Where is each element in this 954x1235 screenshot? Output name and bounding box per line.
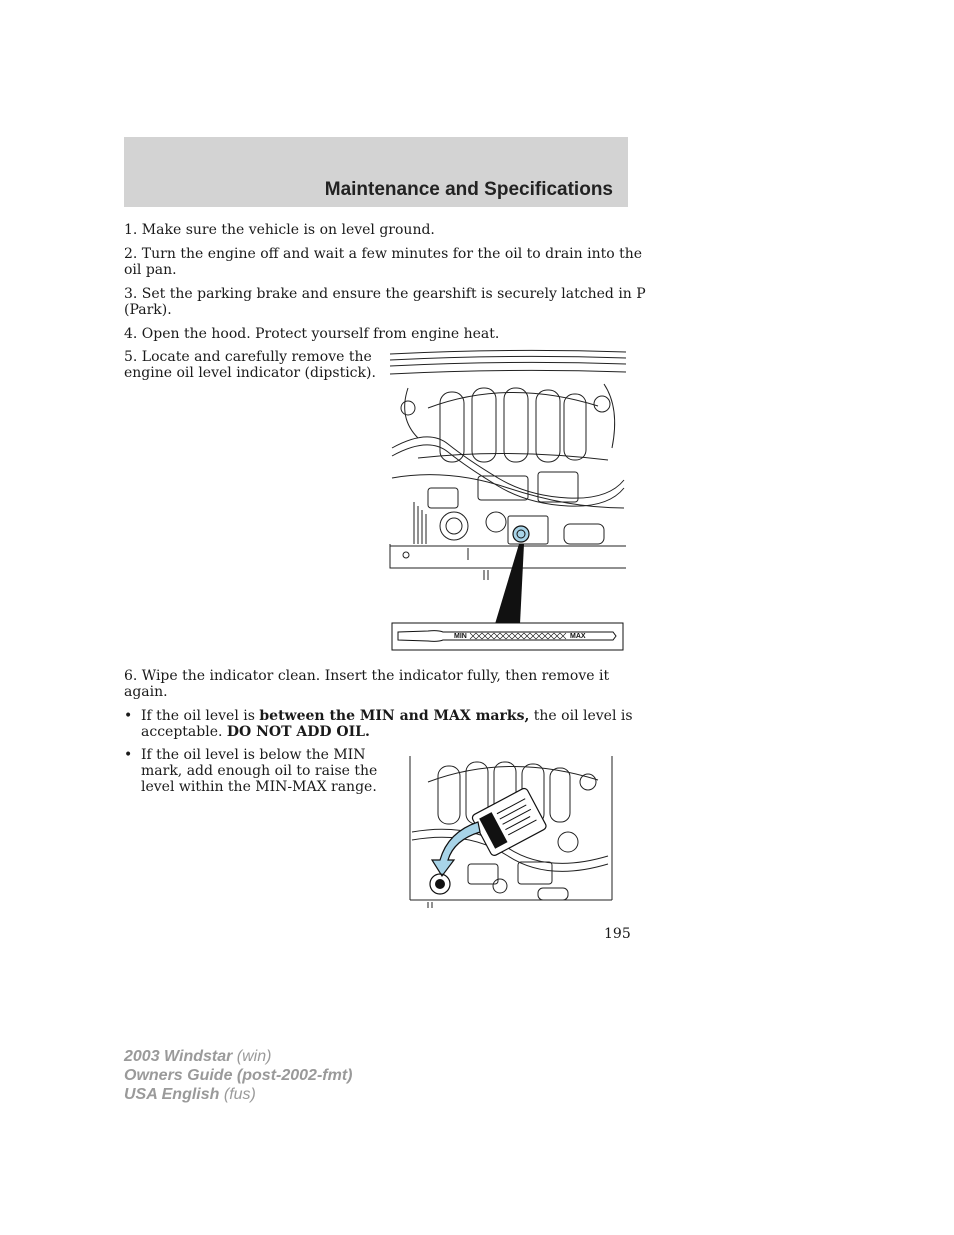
- bullet-dot: •: [124, 708, 133, 724]
- step-2-line-2: oil pan.: [124, 262, 177, 278]
- bullet-1-text-end: the oil level is: [529, 708, 633, 724]
- section-title: Maintenance and Specifications: [324, 179, 613, 200]
- bullet-1-line-2: acceptable.: [141, 724, 227, 740]
- step-2-line-1: 2. Turn the engine off and wait a few minutes for the oil to drain into the: [124, 246, 643, 262]
- do-not-add-oil-warning: DO NOT ADD OIL.: [226, 724, 370, 740]
- dipstick-min-label: MIN: [454, 633, 467, 640]
- bullet-2-line-1: If the oil level is below the MIN: [141, 747, 366, 763]
- footer-model: 2003 Windstar: [124, 1048, 233, 1065]
- page-number: 195: [604, 926, 631, 942]
- step-6-line-2: again.: [124, 684, 168, 700]
- footer-model-code: (win): [232, 1048, 272, 1065]
- add-oil-illustration: [408, 752, 614, 910]
- engine-dipstick-illustration: [388, 348, 628, 653]
- bullet-oil-acceptable: [124, 708, 633, 742]
- footer-guide: Owners Guide (post-2002-fmt): [124, 1067, 353, 1084]
- step-1: 1. Make sure the vehicle is on level ground.: [124, 222, 435, 238]
- bullet-2-line-2: mark, add enough oil to raise the: [141, 763, 378, 779]
- step-5-line-1: 5. Locate and carefully remove the: [124, 349, 372, 365]
- bullet-1-text: If the oil level is: [141, 708, 260, 724]
- step-4: 4. Open the hood. Protect yourself from engine heat.: [124, 326, 500, 342]
- step-5-line-2: engine oil level indicator (dipstick).: [124, 365, 376, 381]
- bullet-dot: •: [124, 747, 133, 763]
- document-footer: [124, 1047, 352, 1104]
- bullet-2-line-3: level within the MIN-MAX range.: [141, 779, 377, 795]
- footer-language-code: (fus): [219, 1086, 256, 1103]
- step-6-line-1: 6. Wipe the indicator clean. Insert the indicator fully, then remove it: [124, 668, 610, 684]
- bullet-1-bold: between the MIN and MAX marks,: [259, 708, 530, 724]
- section-header: [124, 137, 628, 207]
- footer-language: USA English: [124, 1086, 220, 1103]
- step-3-line-1: 3. Set the parking brake and ensure the gearshift is securely latched in P: [124, 286, 646, 302]
- dipstick-max-label: MAX: [570, 633, 586, 640]
- bullet-oil-low: [124, 747, 384, 797]
- step-3-line-2: (Park).: [124, 302, 172, 318]
